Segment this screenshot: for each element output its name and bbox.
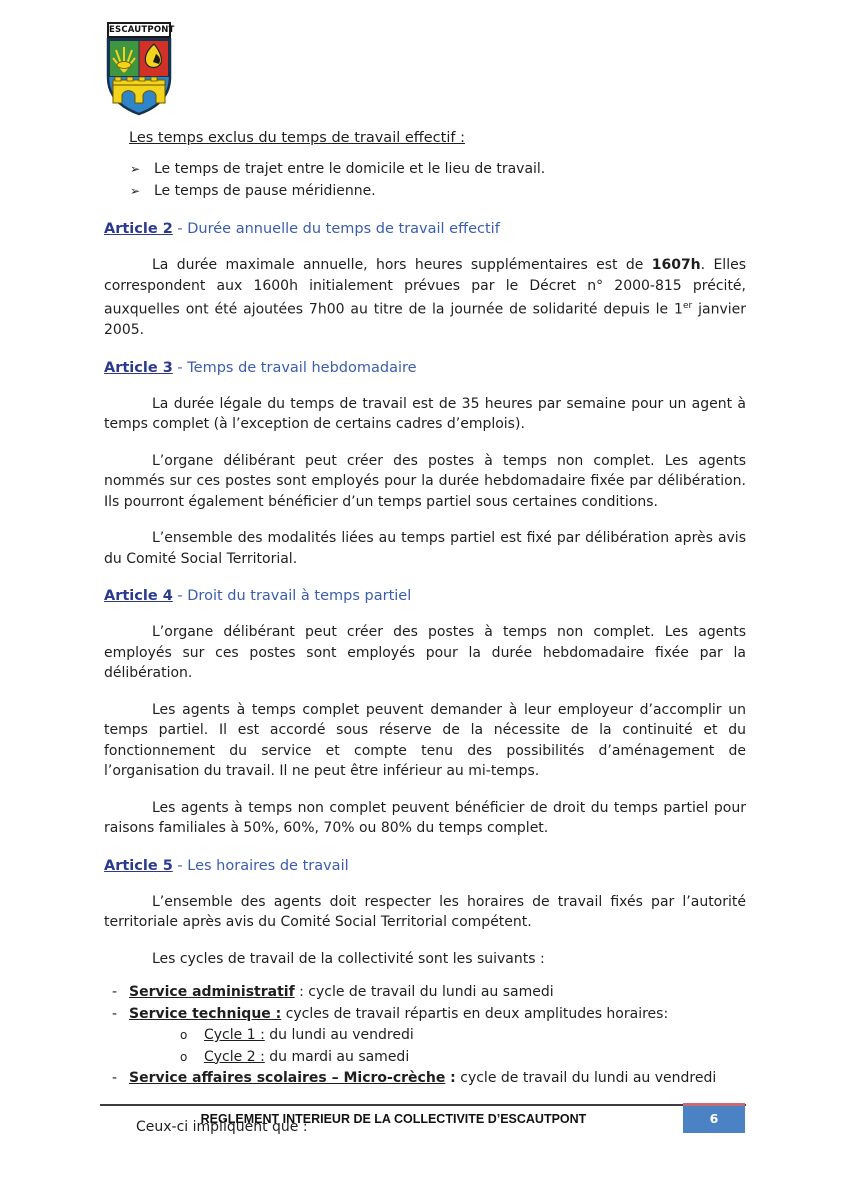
service-text: cycle de travail du lundi au vendredi <box>455 1070 717 1087</box>
separator: - <box>172 221 188 237</box>
article4-paragraph-2: Les agents à temps complet peuvent demander à leur employeur d’accomplir un temps partiel. Il est accordé sous réserve de la nécessite de la continuité et du fonctionnement du service et compte tenu des possibilités d’aménagement de l’organisation du travail. Il ne peut être inférieur au mi-temps. <box>104 701 746 780</box>
article-title <box>173 858 349 874</box>
bridge-icon <box>113 77 165 103</box>
service-item-technique <box>104 1004 746 1026</box>
article5-paragraph-1: L’ensemble des agents doit respecter les horaires de travail fixés par l’autorité territoriale après avis du Comité Social Territorial compétent. <box>104 893 746 931</box>
escautpont-crest-logo <box>104 22 174 120</box>
service-item-affaires-scolaires <box>104 1068 746 1090</box>
article5-paragraph-2: Les cycles de travail de la collectivité sont les suivants : <box>152 950 545 967</box>
article4-paragraph-1: L’organe délibérant peut créer des postes à temps non complet. Les agents employés sur ces postes sont employés pour la durée hebdomadaire fixée par la délibération. <box>104 624 746 682</box>
service-item-administratif <box>104 982 746 1004</box>
service-name: Service administratif <box>129 984 295 1001</box>
article3-paragraph-2: L’organe délibérant peut créer des postes à temps non complet. Les agents nommés sur ces postes sont employés pour la durée hebdomadaire fixée par délibération. Ils pourront également bénéficier d’un temps partiel sous certaines conditions. <box>104 452 746 510</box>
circle-bullet-icon: o <box>180 1028 188 1043</box>
article-title-text: Les horaires de travail <box>187 857 349 874</box>
crest-banner: ESCAUTPONT <box>107 22 171 38</box>
separator: - <box>172 857 188 874</box>
article-title-text: Droit du travail à temps partiel <box>187 588 412 605</box>
article-title <box>173 360 417 376</box>
text-run: janvier 2005. <box>104 301 746 339</box>
page-number-badge: 6 <box>683 1103 745 1133</box>
article4-paragraph-3: Les agents à temps non complet peuvent bénéficier de droit du temps partiel pour raisons familiales à 50%, 60%, 70% ou 80% du temps complet. <box>104 799 746 837</box>
cycle-text: du lundi au vendredi <box>264 1027 414 1044</box>
cycle-text: du mardi au samedi <box>264 1048 410 1065</box>
article3-heading <box>104 358 746 378</box>
service-text: cycles de travail répartis en deux amplitudes horaires: <box>281 1005 669 1022</box>
separator: - <box>172 588 188 605</box>
cycle-name: Cycle 2 : <box>204 1048 265 1065</box>
article-title-text: Temps de travail hebdomadaire <box>187 359 417 376</box>
document-page <box>104 0 746 1137</box>
article4-heading <box>104 586 746 606</box>
cycle-item-2 <box>104 1047 746 1069</box>
arrow-bullet-icon: ➢ <box>130 184 141 198</box>
article-label: Article 5 <box>104 857 173 874</box>
article2-paragraph <box>104 255 746 341</box>
list-item-text: Le temps de trajet entre le domicile et le lieu de travail. <box>154 161 546 177</box>
crest-shield-icon <box>104 38 174 116</box>
article2-heading <box>104 219 746 239</box>
service-colon: : <box>445 1070 456 1087</box>
superscript-er: er <box>682 301 693 311</box>
cycle-item-1 <box>104 1025 746 1047</box>
arrow-bullet-icon: ➢ <box>130 162 141 176</box>
article-label: Article 4 <box>104 588 173 605</box>
separator: - <box>172 359 188 376</box>
excluded-times-list <box>104 158 746 202</box>
dash-bullet-icon: - <box>112 984 118 1001</box>
footer-document-title: REGLEMENT INTERIEUR DE LA COLLECTIVITE D’ESCAUTPONT <box>200 1112 587 1126</box>
cycle-name: Cycle 1 : <box>204 1027 265 1044</box>
text-run: La durée maximale annuelle, hors heures supplémentaires est de <box>152 257 652 273</box>
circle-bullet-icon: o <box>180 1049 188 1064</box>
closing-line: Ceux-ci impliquent que : <box>136 1118 308 1135</box>
list-item <box>104 180 746 202</box>
footer-divider <box>100 1104 746 1106</box>
bold-text-1607h: 1607h <box>651 257 701 273</box>
article3-paragraph-3: L’ensemble des modalités liées au temps partiel est fixé par délibération après avis du Comité Social Territorial. <box>104 530 746 567</box>
article3-paragraph-1: La durée légale du temps de travail est de 35 heures par semaine pour un agent à temps complet (à l’exception de certains cadres d’emplois). <box>104 395 746 433</box>
service-text: : cycle de travail du lundi au samedi <box>294 984 554 1001</box>
list-item <box>104 158 746 180</box>
article-label: Article 2 <box>104 221 173 237</box>
text-run: . Elles correspondent aux 1600h initialement prévues par le Décret n° 2000-815 précité, auxquelles ont été ajoutées 7h00 au titre de la journée de solidarité depuis le 1 <box>104 257 746 318</box>
article-title <box>173 221 500 237</box>
article-title-text: Durée annuelle du temps de travail effectif <box>187 221 500 237</box>
list-item-text: Le temps de pause méridienne. <box>154 183 376 199</box>
section-heading-temps-exclus: Les temps exclus du temps de travail effectif : <box>129 130 465 146</box>
article-label: Article 3 <box>104 359 173 376</box>
article5-heading <box>104 856 746 876</box>
dash-bullet-icon: - <box>112 1005 118 1022</box>
dash-bullet-icon: - <box>112 1070 118 1087</box>
article-title <box>173 588 411 604</box>
service-name: Service affaires scolaires – Micro-crèche <box>129 1070 446 1087</box>
work-cycles-list <box>104 982 746 1090</box>
service-name: Service technique : <box>129 1005 282 1022</box>
